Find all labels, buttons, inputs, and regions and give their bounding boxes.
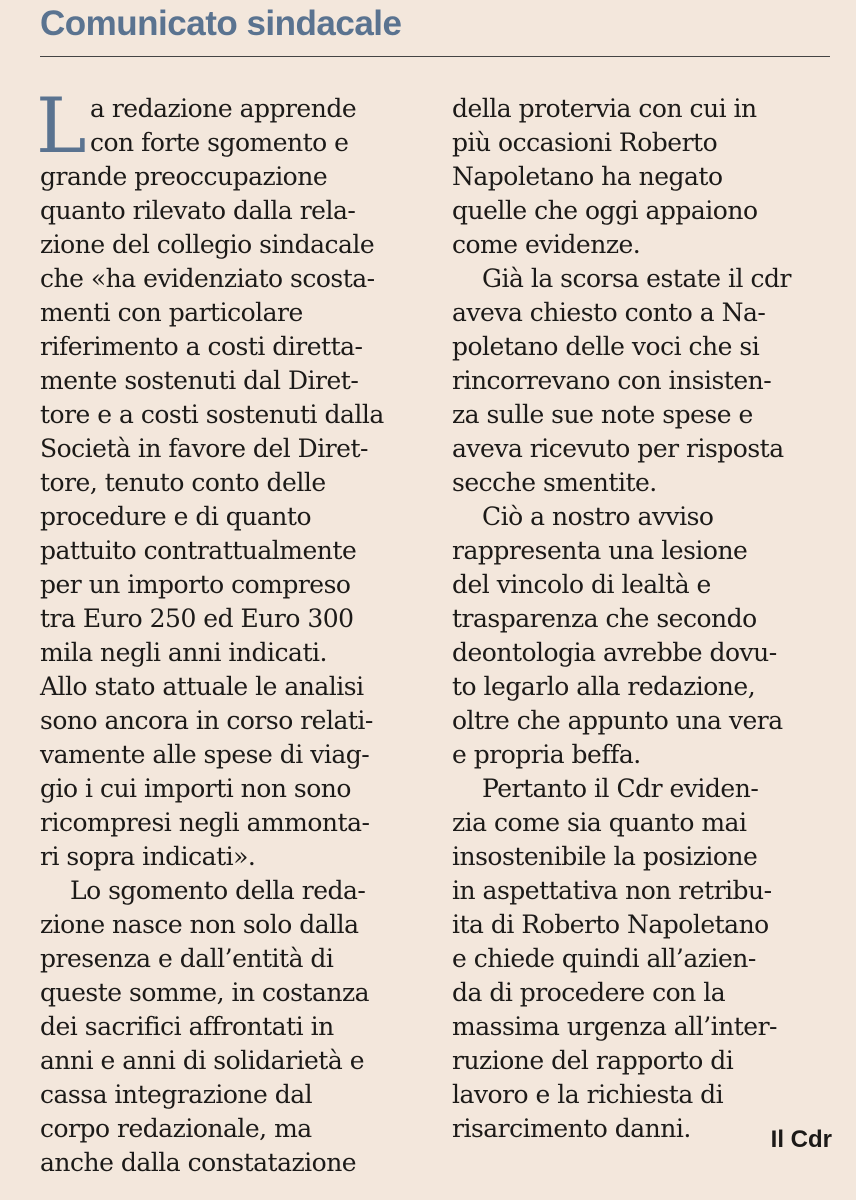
text-line: massima urgenza all’inter- xyxy=(452,1012,777,1041)
text-line: come evidenze. xyxy=(452,230,641,259)
headline-divider xyxy=(40,56,830,57)
text-line: pattuito contrattualmente xyxy=(40,536,357,565)
text-line: del vincolo di lealtà e xyxy=(452,570,711,599)
text-line: Allo stato attuale le analisi xyxy=(40,672,364,701)
text-line: queste somme, in costanza xyxy=(40,978,370,1007)
text-line: con forte sgomento e xyxy=(90,128,349,157)
text-line: vamente alle spese di viag- xyxy=(40,740,370,769)
text-line: più occasioni Roberto xyxy=(452,128,718,157)
text-line: mente sostenuti dal Diret- xyxy=(40,366,359,395)
text-line: che «ha evidenziato scosta- xyxy=(40,264,375,293)
text-line: gio i cui importi non sono xyxy=(40,774,351,803)
text-line: riferimento a costi diretta- xyxy=(40,332,363,361)
text-line: mila negli anni indicati. xyxy=(40,638,327,667)
article-column-left xyxy=(40,92,384,1180)
drop-cap: L xyxy=(36,81,87,170)
text-line: anche dalla constatazione xyxy=(40,1148,357,1177)
text-line: ruzione del rapporto di xyxy=(452,1046,734,1075)
text-line: ri sopra indicati». xyxy=(40,842,256,871)
text-line: secche smentite. xyxy=(452,468,657,497)
text-line: tore e a costi sostenuti dalla xyxy=(40,400,384,429)
text-line: zione del collegio sindacale xyxy=(40,230,375,259)
text-line: menti con particolare xyxy=(40,298,303,327)
text-line: corpo redazionale, ma xyxy=(40,1114,312,1143)
text-line: trasparenza che secondo xyxy=(452,604,757,633)
text-line: grande preoccupazione xyxy=(40,162,328,191)
text-line: insostenibile la posizione xyxy=(452,842,758,871)
text-line: lavoro e la richiesta di xyxy=(452,1080,724,1109)
text-line: per un importo compreso xyxy=(40,570,351,599)
text-line: ita di Roberto Napoletano xyxy=(452,910,769,939)
text-line: Pertanto il Cdr eviden- xyxy=(482,774,759,803)
text-line: ricompresi negli ammonta- xyxy=(40,808,370,837)
text-line: anni e anni di solidarietà e xyxy=(40,1046,365,1075)
text-line: quelle che oggi appaiono xyxy=(452,196,758,225)
text-line: aveva chiesto conto a Na- xyxy=(452,298,766,327)
text-line: della protervia con cui in xyxy=(452,94,757,123)
text-line: deontologia avrebbe dovu- xyxy=(452,638,777,667)
article-column-right xyxy=(452,92,791,1146)
text-line: Ciò a nostro avviso xyxy=(482,502,714,531)
text-line: Napoletano ha negato xyxy=(452,162,723,191)
text-line: poletano delle voci che si xyxy=(452,332,760,361)
text-line: zia come sia quanto mai xyxy=(452,808,747,837)
text-line: presenza e dall’entità di xyxy=(40,944,334,973)
text-line: zione nasce non solo dalla xyxy=(40,910,359,939)
text-line: tore, tenuto conto delle xyxy=(40,468,326,497)
text-line: Già la scorsa estate il cdr xyxy=(482,264,791,293)
text-line: e chiede quindi all’azien- xyxy=(452,944,756,973)
text-line: quanto rilevato dalla rela- xyxy=(40,196,356,225)
text-line: da di procedere con la xyxy=(452,978,726,1007)
text-line: Lo sgomento della reda- xyxy=(70,876,366,905)
text-line: rappresenta una lesione xyxy=(452,536,748,565)
text-line: sono ancora in corso relati- xyxy=(40,706,373,735)
text-line: a redazione apprende xyxy=(90,94,357,123)
text-line: to legarlo alla redazione, xyxy=(452,672,756,701)
text-line: in aspettativa non retribu- xyxy=(452,876,772,905)
text-line: risarcimento danni. xyxy=(452,1114,691,1143)
text-line: rincorrevano con insisten- xyxy=(452,366,772,395)
text-line: e propria beffa. xyxy=(452,740,641,769)
text-line: oltre che appunto una vera xyxy=(452,706,783,735)
text-line: za sulle sue note spese e xyxy=(452,400,753,429)
text-line: cassa integrazione dal xyxy=(40,1080,313,1109)
headline: Comunicato sindacale xyxy=(40,4,402,43)
text-line: dei sacrifici affrontati in xyxy=(40,1012,334,1041)
signature: Il Cdr xyxy=(770,1126,832,1153)
text-line: tra Euro 250 ed Euro 300 xyxy=(40,604,354,633)
text-line: procedure e di quanto xyxy=(40,502,311,531)
text-line: aveva ricevuto per risposta xyxy=(452,434,784,463)
text-line: Società in favore del Diret- xyxy=(40,434,368,463)
